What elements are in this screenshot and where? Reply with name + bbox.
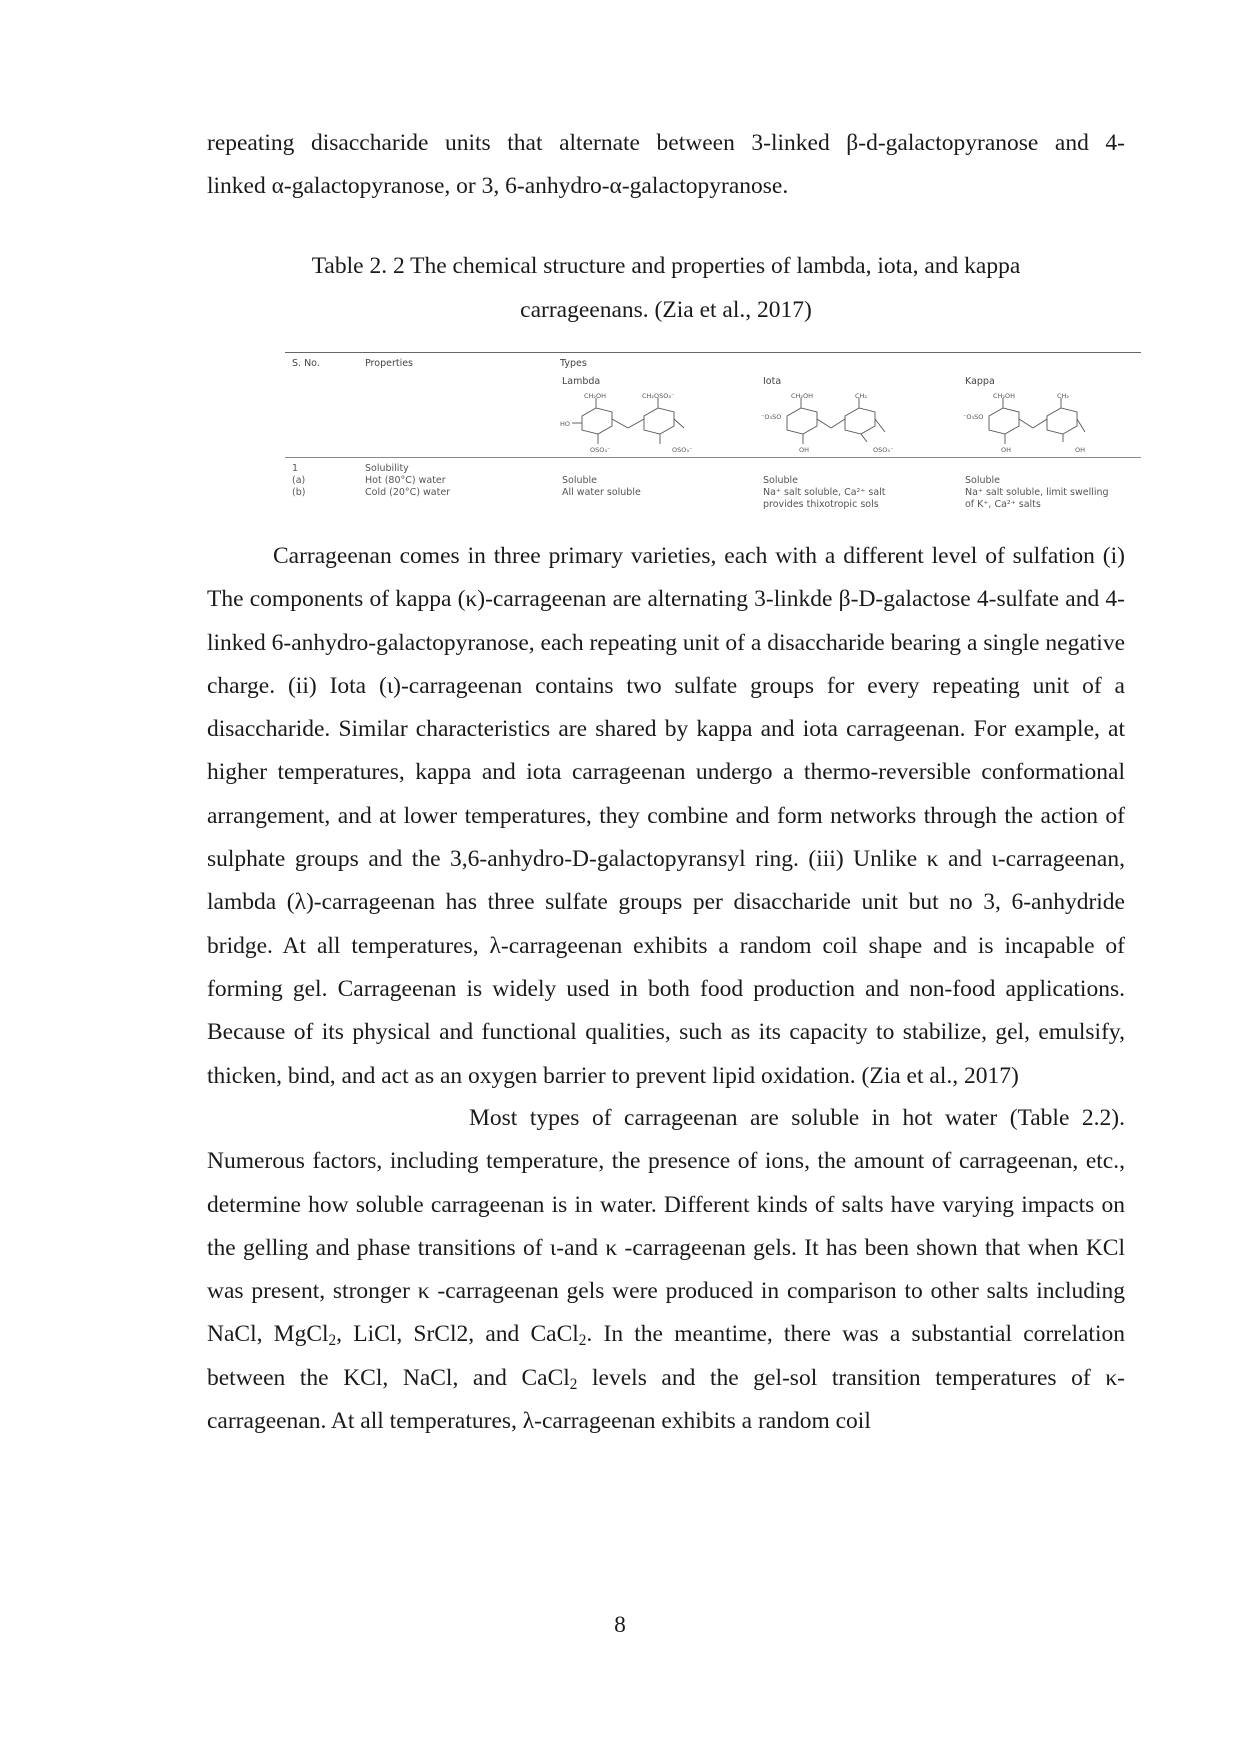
lambda-label-0: CH₂OH	[584, 392, 607, 400]
iota-label-3: OH	[799, 446, 810, 454]
kappa-label-1: CH₂	[1057, 392, 1070, 400]
paragraph-2-text-c: . In the meantime, there was a substantial correlation between the KCl, NaCl, and CaCl	[207, 1321, 1125, 1391]
kappa-cold-1: Na⁺ salt soluble, limit swelling	[965, 487, 1109, 498]
subscript-cacl2-2: 2	[569, 1375, 578, 1393]
kappa-hot: Soluble	[965, 475, 1001, 486]
lambda-structure-diagram	[560, 388, 710, 456]
iota-structure-diagram	[761, 388, 911, 456]
paragraph-carrageenan-varieties	[207, 535, 1125, 1098]
lambda-label-2: HO	[560, 420, 571, 428]
kappa-rings	[989, 398, 1085, 444]
paragraph-2-text-b: , LiCl, SrCl2, and CaCl	[336, 1321, 579, 1348]
header-types: Types	[560, 358, 587, 369]
subscript-cacl2: 2	[578, 1332, 587, 1350]
header-properties: Properties	[365, 358, 414, 369]
header-sno: S. No.	[292, 358, 320, 369]
table-mid-rule	[285, 457, 1141, 458]
caption-line-1: Table 2. 2 The chemical structure and properties of lambda, iota, and kappa	[311, 253, 1021, 279]
type-lambda: Lambda	[562, 376, 601, 387]
table-top-rule	[285, 352, 1141, 353]
iota-cold-1: Na⁺ salt soluble, Ca²⁺ salt	[763, 487, 886, 498]
kappa-structure-diagram	[963, 388, 1113, 456]
property-solubility: Solubility	[365, 463, 409, 474]
lambda-cold: All water soluble	[562, 487, 641, 498]
page-number: 8	[614, 1612, 626, 1638]
table-caption	[207, 245, 1125, 332]
paragraph-2-text-a: Most types of carrageenan are soluble in hot water (Table 2.2). Numerous factors, including temperature, the presence of ions, the amount of carrageenan, etc., determine how soluble carrageenan is in water. Different kinds of salts have varying impacts on the gelling and phase transitions of ι-and κ -carrageenan gels. It has been shown that when KCl was present, stronger κ -carrageenan gels were produced in comparison to other salts including NaCl, MgCl	[207, 1105, 1125, 1348]
lambda-rings	[572, 398, 684, 444]
sno-cell-b: (b)	[292, 487, 306, 498]
iota-cold-2: provides thixotropic sols	[763, 499, 879, 510]
kappa-label-2: ⁻O₃SO	[963, 413, 984, 421]
lambda-hot: Soluble	[562, 475, 598, 486]
intro-line-2	[207, 165, 1125, 208]
carrageenan-table-figure	[285, 350, 1141, 520]
type-kappa: Kappa	[965, 376, 995, 387]
intro-line-1-text: repeating disaccharide units that alternate between 3-linked β-d-galactopyranose and 4-	[207, 130, 1125, 156]
lambda-label-4: OSO₃⁻	[672, 446, 693, 454]
sno-cell-a: (a)	[292, 475, 306, 486]
iota-rings	[787, 398, 885, 444]
lambda-label-3: OSO₃⁻	[590, 446, 611, 454]
kappa-label-4: OH	[1075, 446, 1086, 454]
iota-label-0: CH₂OH	[791, 392, 814, 400]
iota-label-1: CH₂	[855, 392, 868, 400]
kappa-cold-2: of K⁺, Ca²⁺ salts	[965, 499, 1041, 510]
caption-line-2: carrageenans. (Zia et al., 2017)	[520, 296, 812, 323]
intro-line-2-text: linked α-galactopyranose, or 3, 6-anhydro-α-galactopyranose.	[207, 173, 789, 199]
iota-label-2: ⁻O₃SO	[761, 413, 782, 421]
intro-line-1	[207, 122, 1125, 165]
iota-label-4: OSO₃⁻	[873, 446, 894, 454]
property-hot-water: Hot (80°C) water	[365, 475, 446, 486]
kappa-label-3: OH	[1001, 446, 1012, 454]
kappa-label-0: CH₂OH	[993, 392, 1016, 400]
sno-cell-1: 1	[292, 463, 299, 474]
lambda-label-1: CH₂OSO₃⁻	[642, 392, 675, 400]
type-iota: Iota	[763, 376, 782, 387]
subscript-mgcl2: 2	[328, 1332, 337, 1350]
paragraph-1-text: Carrageenan comes in three primary varieties, each with a different level of sulfation (i) The components of kappa (κ)-carrageenan are alternating 3-linkde β-D-galactose 4-sulfate and 4-linked 6-anhydro-galactopyranose, each repeating unit of a disaccharide bearing a single negative charge. (ii) Iota (ι)-carrageenan contains two sulfate groups for every repeating unit of a disaccharide. Similar characteristics are shared by kappa and iota carrageenan. For example, at higher temperatures, kappa and iota carrageenan undergo a thermo-reversible conformational arrangement, and at lower temperatures, they combine and form networks through the action of sulphate groups and the 3,6-anhydro-D-galactopyransyl ring. (iii) Unlike κ and ι-carrageenan, lambda (λ)-carrageenan has three sulfate groups per disaccharide unit but no 3, 6-anhydride bridge. At all temperatures, λ-carrageenan exhibits a random coil shape and is incapable of forming gel. Carrageenan is widely used in both food production and non-food applications. Because of its physical and functional qualities, such as its capacity to stabilize, gel, emulsify, thicken, bind, and act as an oxygen barrier to prevent lipid oxidation. (Zia et al., 2017)	[207, 543, 1125, 1089]
paragraph-2-text-d: levels and the gel-sol transition temperatures of κ-carrageenan. At all temperatures, λ-carrageenan exhibits a random coil	[207, 1364, 1125, 1435]
property-cold-water: Cold (20°C) water	[365, 487, 451, 498]
iota-hot: Soluble	[763, 475, 799, 486]
paragraph-solubility	[207, 1097, 1125, 1443]
